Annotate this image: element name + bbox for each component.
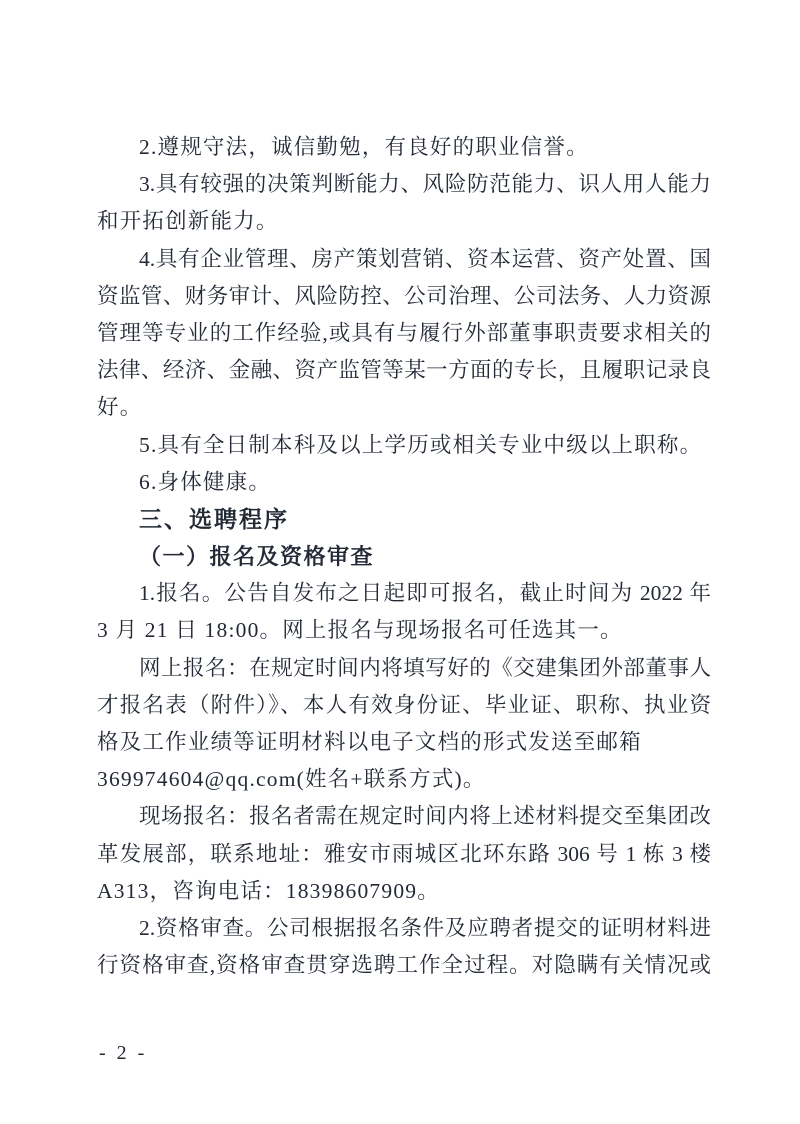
text-line: 资监管、财务审计、风险防控、公司治理、公司法务、人力资源 bbox=[97, 283, 711, 308]
text-line: 法律、经济、金融、资产监管等某一方面的专长，且履职记录良 bbox=[97, 358, 711, 383]
page-number: - 2 - bbox=[99, 1042, 148, 1064]
text-line: 369974604@qq.com(姓名+联系方式)。 bbox=[97, 767, 486, 792]
text-line: 2.资格审查。公司根据报名条件及应聘者提交的证明材料进 bbox=[139, 915, 711, 940]
text-line: 2.遵规守法，诚信勤勉，有良好的职业信誉。 bbox=[139, 135, 589, 159]
text-line: 革发展部，联系地址：雅安市雨城区北环东路 306 号 1 栋 3 楼 bbox=[97, 841, 711, 866]
text-line: 5.具有全日制本科及以上学历或相关专业中级以上职称。 bbox=[139, 432, 703, 457]
text-line: 好。 bbox=[97, 395, 143, 420]
text-line: 3 月 21 日 18:00。网上报名与现场报名可任选其一。 bbox=[97, 618, 623, 643]
text-line: 格及工作业绩等证明材料以电子文档的形式发送至邮箱 bbox=[97, 730, 642, 754]
text-line: 6.身体健康。 bbox=[139, 469, 272, 494]
subsection-heading: （一）报名及资格审查 bbox=[139, 544, 375, 570]
text-line: 网上报名：在规定时间内将填写好的《交建集团外部董事人 bbox=[139, 655, 711, 680]
text-line: 和开拓创新能力。 bbox=[97, 209, 279, 234]
text-line: 3.具有较强的决策判断能力、风险防范能力、识人用人能力 bbox=[139, 172, 711, 197]
text-line: 现场报名：报名者需在规定时间内将上述材料提交至集团改 bbox=[139, 804, 711, 829]
text-line: 1.报名。公告自发布之日起即可报名，截止时间为 2022 年 bbox=[139, 581, 711, 606]
text-line: 管理等专业的工作经验,或具有与履行外部董事职责要求相关的 bbox=[97, 320, 711, 345]
text-line: 4.具有企业管理、房产策划营销、资本运营、资产处置、国 bbox=[139, 246, 711, 271]
section-heading: 三、选聘程序 bbox=[139, 505, 289, 532]
text-line: 才报名表（附件）》、本人有效身份证、毕业证、职称、执业资 bbox=[97, 692, 711, 717]
text-line: 行资格审查,资格审查贯穿选聘工作全过程。对隐瞒有关情况或 bbox=[97, 953, 711, 978]
text-line: A313，咨询电话：18398607909。 bbox=[97, 878, 440, 903]
document-content bbox=[97, 129, 711, 984]
